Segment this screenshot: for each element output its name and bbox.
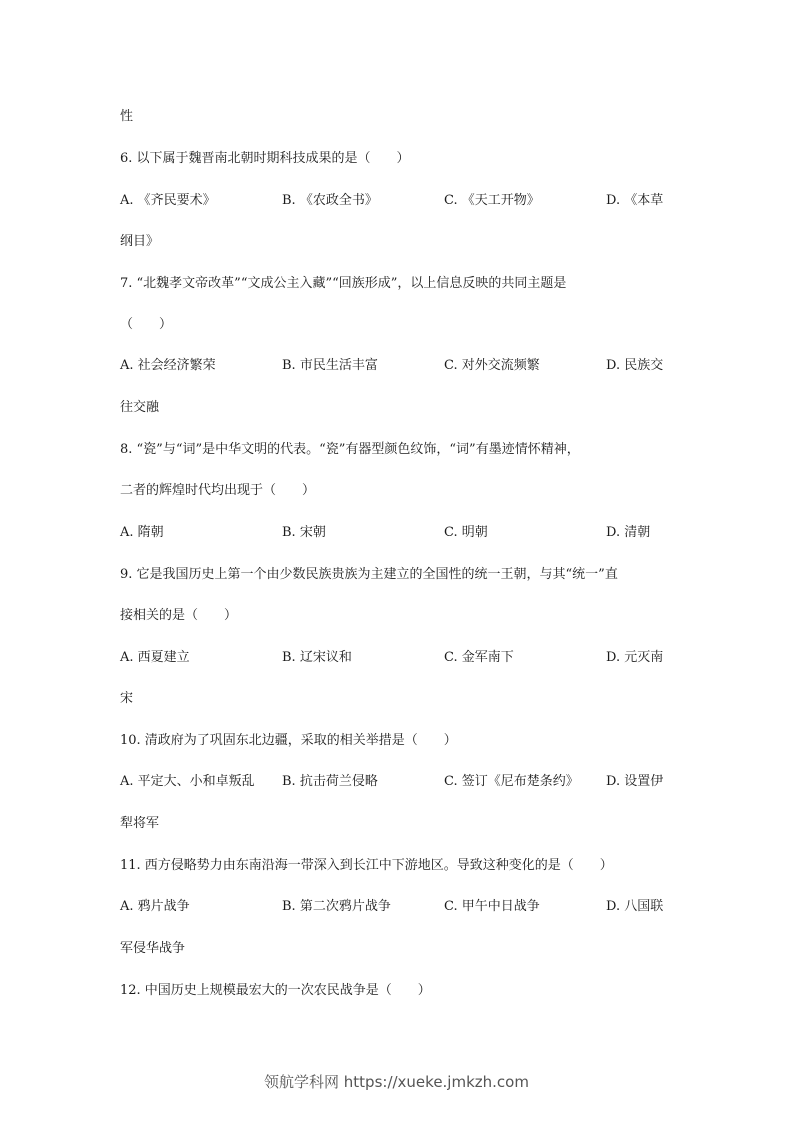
question-9-option-d: D. 元灭南	[606, 650, 664, 665]
question-8-option-b: B. 宋朝	[282, 525, 326, 540]
continuation-text: 性	[120, 109, 134, 124]
question-11-option-c: C. 甲午中日战争	[444, 899, 540, 914]
question-8-option-c: C. 明朝	[444, 525, 488, 540]
question-7-stem-line-1: 7. “北魏孝文帝改革”“文成公主入藏”“回族形成”，以上信息反映的共同主题是	[120, 276, 567, 291]
question-6-option-a: A. 《齐民要术》	[120, 193, 216, 208]
footer-watermark: 领航学科网 https://xueke.jmkzh.com	[264, 1073, 529, 1091]
question-9-option-d-overflow: 宋	[120, 691, 134, 706]
question-11-option-d-overflow: 军侵华战争	[120, 941, 186, 956]
question-9-option-c: C. 金军南下	[444, 650, 514, 665]
question-8-stem-line-2: 二者的辉煌时代均出现于（ ）	[120, 483, 316, 498]
question-8-stem-line-1: 8. “瓷”与“词”是中华文明的代表。“瓷”有器型颜色纹饰，“词”有墨迹情怀精神，	[120, 442, 580, 457]
question-6-option-b: B. 《农政全书》	[282, 193, 378, 208]
question-6-option-d: D. 《本草	[606, 193, 664, 208]
question-7-option-c: C. 对外交流频繁	[444, 358, 540, 373]
question-6-option-c: C. 《天工开物》	[444, 193, 540, 208]
question-7-stem-line-2: （ ）	[120, 317, 173, 332]
question-9-option-b: B. 辽宋议和	[282, 650, 352, 665]
question-6-option-d-overflow: 纲目》	[120, 234, 160, 249]
question-7-option-a: A. 社会经济繁荣	[120, 358, 216, 373]
question-7-option-b: B. 市民生活丰富	[282, 358, 378, 373]
question-11-option-a: A. 鸦片战争	[120, 899, 190, 914]
question-12-stem: 12. 中国历史上规模最宏大的一次农民战争是（ ）	[120, 983, 431, 998]
question-9-option-a: A. 西夏建立	[120, 650, 190, 665]
question-10-option-d: D. 设置伊	[606, 774, 664, 789]
question-10-option-a: A. 平定大、小和卓叛乱	[120, 774, 255, 789]
question-7-option-d: D. 民族交	[606, 358, 664, 373]
question-10-option-c: C. 签订《尼布楚条约》	[444, 774, 579, 789]
question-11-option-b: B. 第二次鸦片战争	[282, 899, 391, 914]
question-11-stem: 11. 西方侵略势力由东南沿海一带深入到长江中下游地区。导致这种变化的是（ ）	[120, 858, 613, 873]
question-10-option-b: B. 抗击荷兰侵略	[282, 774, 378, 789]
question-7-option-d-overflow: 往交融	[120, 400, 160, 415]
question-6-stem: 6. 以下属于魏晋南北朝时期科技成果的是（ ）	[120, 151, 410, 166]
question-9-stem-line-1: 9. 它是我国历史上第一个由少数民族贵族为主建立的全国性的统一王朝，与其“统一”直	[120, 567, 618, 582]
question-11-option-d: D. 八国联	[606, 899, 664, 914]
question-10-stem: 10. 清政府为了巩固东北边疆，采取的相关举措是（ ）	[120, 733, 457, 748]
question-8-option-a: A. 隋朝	[120, 525, 164, 540]
question-10-option-d-overflow: 犁将军	[120, 816, 160, 831]
question-9-stem-line-2: 接相关的是（ ）	[120, 608, 238, 623]
question-8-option-d: D. 清朝	[606, 525, 651, 540]
